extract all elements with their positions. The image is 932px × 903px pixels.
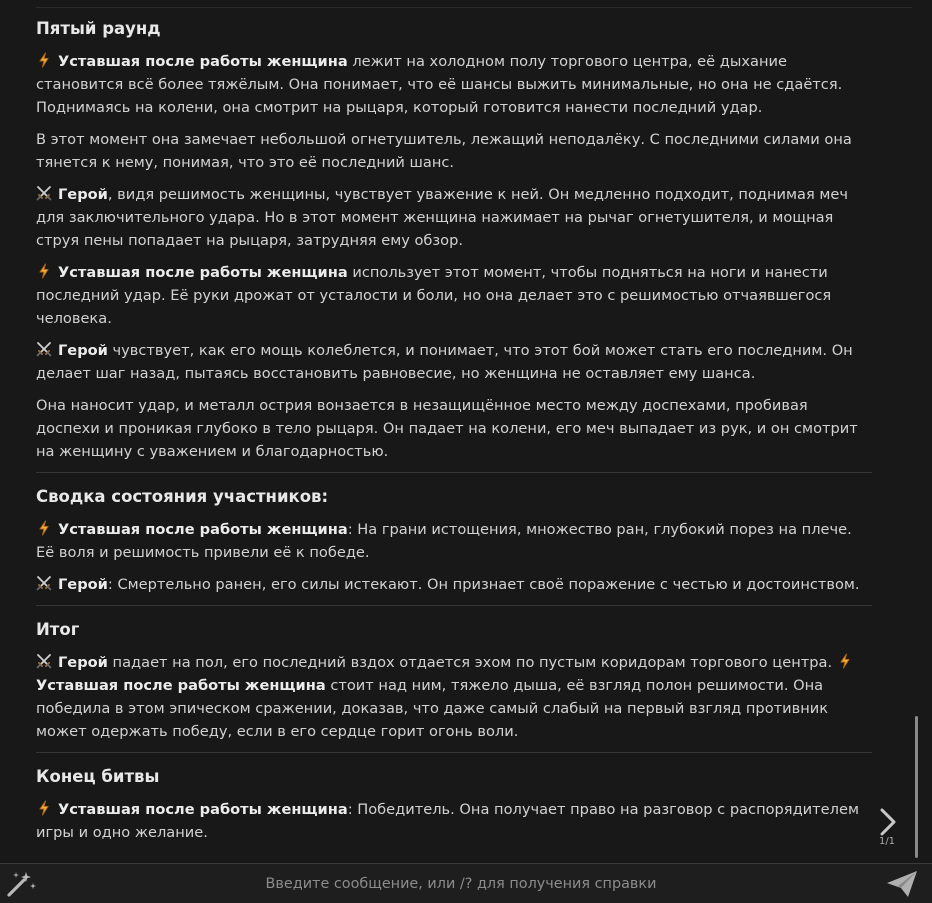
send-button[interactable] <box>884 869 920 899</box>
lightning-bolt-icon <box>837 653 853 669</box>
paragraph-text: : Смертельно ранен, его силы истекают. Он признает своё поражение с честью и достоинством. <box>107 576 860 593</box>
crossed-swords-icon <box>36 653 52 669</box>
paragraph <box>36 798 872 844</box>
chat-scrollbar[interactable] <box>912 0 932 862</box>
character-name: Уставшая после работы женщина <box>58 521 348 538</box>
section-heading-end: Конец битвы <box>36 767 160 786</box>
paragraph-text: чувствует, как его мощь колеблется, и понимает, что этот бой может стать его последним. Он делает шаг назад, пытаясь восстановить равновесие, но женщина не оставляет ему шанса. <box>36 342 853 382</box>
paragraph <box>36 339 872 385</box>
swipe-right-button[interactable] <box>876 806 900 840</box>
divider <box>36 605 872 606</box>
magic-wand-button[interactable] <box>4 869 38 899</box>
lightning-bolt-icon <box>36 800 52 816</box>
lightning-bolt-icon <box>36 52 52 68</box>
character-name: Герой <box>58 186 108 203</box>
paragraph <box>36 50 872 119</box>
paragraph-text: лежит на холодном полу торгового центра, её дыхание становится всё более тяжёлым. Она понимает, что её шансы выжить минимальные, но она не сдаётся. Поднимаясь на колени, она смотрит на рыцаря, который готовится нанести последний удар. <box>36 53 843 116</box>
lightning-bolt-icon <box>36 520 52 536</box>
character-name: Уставшая после работы женщина <box>36 677 326 694</box>
paragraph <box>36 518 872 564</box>
lightning-bolt-icon <box>36 263 52 279</box>
character-name: Герой <box>58 576 108 593</box>
crossed-swords-icon <box>36 575 52 591</box>
paragraph-text: использует этот момент, чтобы подняться на ноги и нанести последний удар. Её руки дрожат от усталости и боли, но она делает это с решимостью отчаявшегося человека. <box>36 264 832 327</box>
swipe-counter: 1/1 <box>878 836 896 847</box>
paragraph-text: падает на пол, его последний вздох отдается эхом по пустым коридорам торгового центра. <box>107 654 837 671</box>
paragraph-text: : Победитель. Она получает право на разговор с распорядителем игры и одно желание. <box>36 801 859 841</box>
magic-wand-icon <box>4 869 38 899</box>
section-heading-round5: Пятый раунд <box>36 19 161 38</box>
character-name: Уставшая после работы женщина <box>58 801 348 818</box>
paragraph-text: , видя решимость женщины, чувствует уважение к ней. Он медленно подходит, поднимая меч для заключительного удара. Но в этот момент женщина нажимает на рычаг огнетушителя, и мощная струя пены попадает на рыцаря, затрудняя ему обзор. <box>36 186 848 249</box>
paragraph: В этот момент она замечает небольшой огнетушитель, лежащий неподалёку. С последними силами она тянется к нему, понимая, что это её последний шанс. <box>36 131 852 171</box>
divider <box>36 472 872 473</box>
character-name: Герой <box>58 342 108 359</box>
paragraph-text: стоит над ним, тяжело дыша, её взгляд полон решимости. Она победила в этом эпическом сражении, доказав, что даже самый слабый на первый взгляд противник может одержать победу, если в его сердце горит огонь воли. <box>36 677 829 740</box>
message-input[interactable] <box>44 868 878 900</box>
crossed-swords-icon <box>36 185 52 201</box>
message-body <box>36 17 872 853</box>
crossed-swords-icon <box>36 341 52 357</box>
paragraph <box>36 573 872 596</box>
scrollbar-thumb[interactable] <box>915 716 918 858</box>
paragraph <box>36 261 872 330</box>
paragraph-text: : На грани истощения, множество ран, глубокий порез на плече. Её воля и решимость привели её к победе. <box>36 521 852 561</box>
chevron-right-icon <box>876 806 900 840</box>
paragraph: Она наносит удар, и металл острия вонзается в незащищённое место между доспехами, пробивая доспехи и проникая глубоко в тело рыцаря. Он падает на колени, его меч выпадает из рук, и он смотрит на женщину с уважением и благодарностью. <box>36 397 858 460</box>
paragraph <box>36 183 872 252</box>
paper-plane-icon <box>884 869 920 899</box>
character-name: Уставшая после работы женщина <box>58 53 348 70</box>
input-bar <box>0 863 932 903</box>
divider <box>36 7 912 8</box>
section-heading-summary: Сводка состояния участников: <box>36 487 329 506</box>
paragraph <box>36 651 872 743</box>
section-heading-result: Итог <box>36 620 80 639</box>
character-name: Уставшая после работы женщина <box>58 264 348 281</box>
character-name: Герой <box>58 654 108 671</box>
divider <box>36 752 872 753</box>
